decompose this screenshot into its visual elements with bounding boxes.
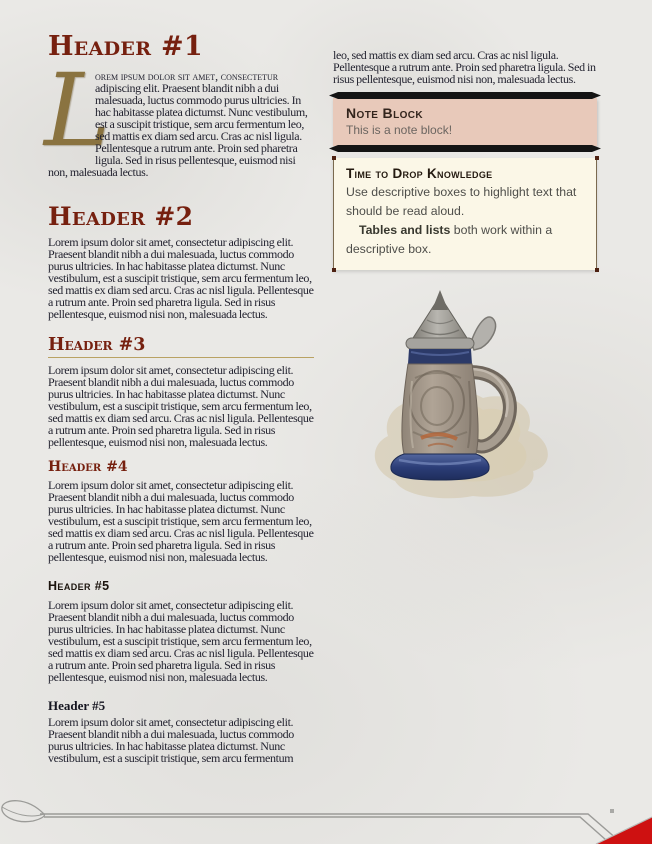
beer-stein-image (333, 286, 597, 506)
drop-cap: L (44, 52, 111, 170)
note-block-title: Note Block (346, 105, 423, 121)
heading-3: Header #3 (48, 335, 314, 358)
bold-lead: Tables and lists (359, 223, 451, 238)
descriptive-box-text: Use descriptive boxes to highlight text that should be read aloud. (346, 185, 577, 219)
paragraph-2: Lorem ipsum dolor sit amet, consectetur adipiscing elit. Praesent blandit nibh a dui malesuada, luctus commodo purus ultricies. In hac habitasse platea dictumst. Nunc vestibulum, est a suscipit tristique, sem arcu fermentum leo, sed mattis ex diam sed arcu. Cras ac nisl ligula. Pellentesque a rutrum ante. Proin sed pharetra ligula. Sed in risus pellentesque, euismod nisi non, malesuada lectus. (48, 235, 314, 322)
right-column (333, 49, 597, 506)
heading-6: Header #5 (48, 698, 106, 714)
descriptive-box-title: Time to Drop Knowledge (346, 166, 493, 181)
corner-dot-icon (332, 156, 336, 160)
left-column (44, 31, 314, 766)
paragraph-1-text: adipiscing elit. Praesent blandit nibh a dui malesuada, luctus commodo purus ultricies. In hac habitasse platea dictumst. Nunc vestibulum, est a suscipit tristique, sem arcu fermentum leo, sed mattis ex diam sed arcu. Cras ac nisl ligula. Pellentesque a rutrum ante. Proin sed pharetra ligula. Sed in risus pellentesque, euismod nisi non, malesuada lectus. (48, 81, 308, 180)
paragraph-3: Lorem ipsum dolor sit amet, consectetur adipiscing elit. Praesent blandit nibh a dui malesuada, luctus commodo purus ultricies. In hac habitasse platea dictumst. Nunc vestibulum, est a suscipit tristique, sem arcu fermentum leo, sed mattis ex diam sed arcu. Cras ac nisl ligula. Pellentesque a rutrum ante. Proin sed pharetra ligula. Sed in risus pellentesque, euismod nisi non, malesuada lectus. (48, 363, 314, 450)
heading-2: Header #2 (48, 202, 194, 232)
note-block (333, 98, 597, 146)
footer-square-icon (610, 809, 614, 813)
corner-dot-icon (595, 156, 599, 160)
lead-in-smallcaps: orem ipsum dolor sit amet, consectetur (95, 69, 279, 84)
beer-stein-illustration (333, 286, 597, 506)
paragraph-6-truncated: Lorem ipsum dolor sit amet, consectetur adipiscing elit. Praesent blandit nibh a dui malesuada, luctus commodo purus ultricies. In hac habitasse platea dictumst. Nunc vestibulum, est a suscipit tristique, sem arcu fermentum (48, 715, 294, 766)
heading-1: Header #1 (48, 31, 203, 62)
corner-dot-icon (595, 268, 599, 272)
heading-5: Header #5 (48, 579, 110, 594)
footer-ornament (0, 794, 652, 844)
note-block-body: This is a note block! (346, 123, 453, 137)
paragraph-4: Lorem ipsum dolor sit amet, consectetur adipiscing elit. Praesent blandit nibh a dui malesuada, luctus commodo purus ultricies. In hac habitasse platea dictumst. Nunc vestibulum, est a suscipit tristique, sem arcu fermentum leo, sed mattis ex diam sed arcu. Cras ac nisl ligula. Pellentesque a rutrum ante. Proin sed pharetra ligula. Sed in risus pellentesque, euismod nisi non, malesuada lectus. (48, 478, 314, 565)
continued-paragraph: leo, sed mattis ex diam sed arcu. Cras ac nisl ligula. Pellentesque a rutrum ante. Proin sed pharetra ligula. Sed in risus pellentesque, euismod nisi non, malesuada lectus. (333, 48, 596, 86)
heading-4: Header #4 (48, 459, 128, 476)
paragraph-1 (44, 52, 314, 180)
paragraph-5: Lorem ipsum dolor sit amet, consectetur adipiscing elit. Praesent blandit nibh a dui malesuada, luctus commodo purus ultricies. In hac habitasse platea dictumst. Nunc vestibulum, est a suscipit tristique, sem arcu fermentum leo, sed mattis ex diam sed arcu. Cras ac nisl ligula. Pellentesque a rutrum ante. Proin sed pharetra ligula. Sed in risus pellentesque, euismod nisi non, malesuada lectus. (48, 598, 314, 685)
descriptive-box (333, 158, 597, 270)
descriptive-box-text-2 (346, 221, 584, 259)
bold-lead-rest: both work within a descriptive box. (346, 223, 553, 257)
corner-dot-icon (332, 268, 336, 272)
